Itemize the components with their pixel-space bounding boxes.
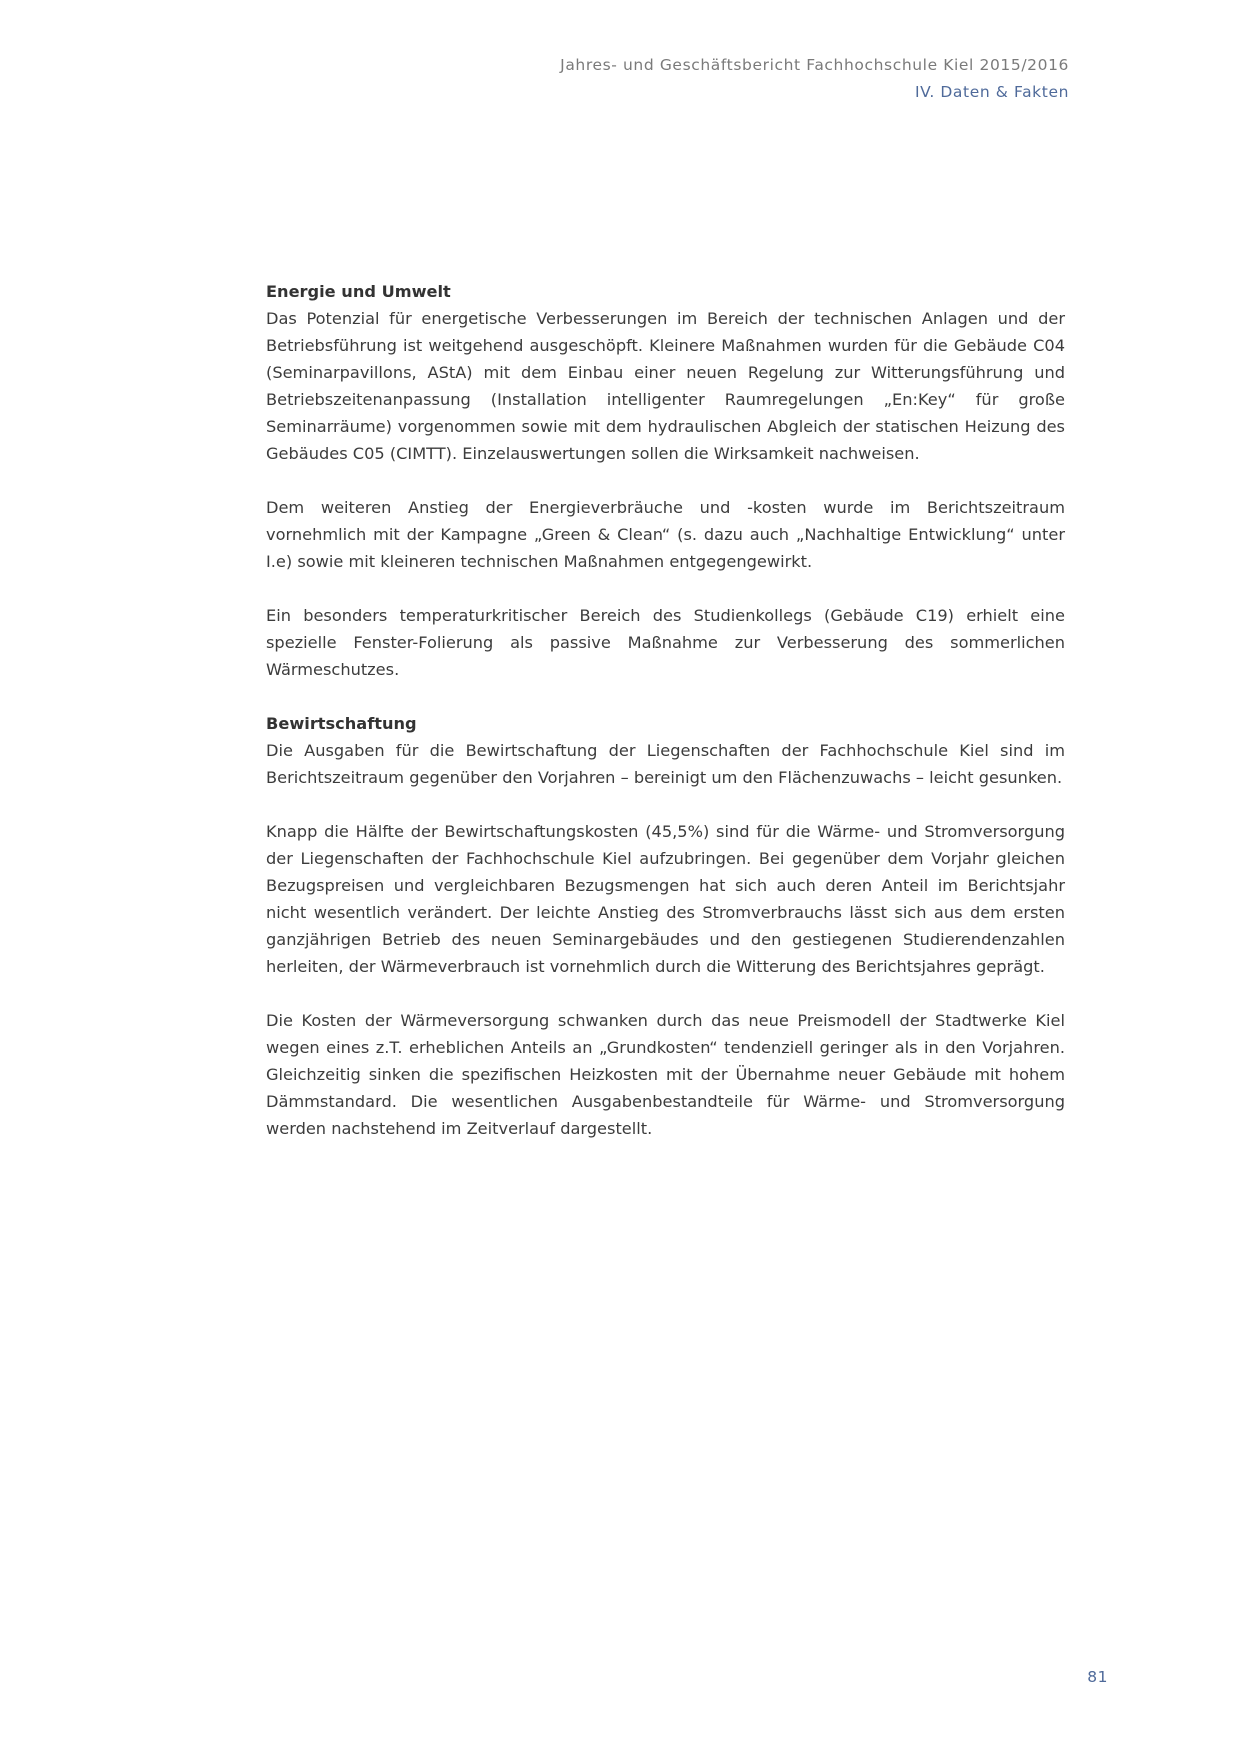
running-header [560, 52, 1069, 106]
section-energie-und-umwelt [266, 278, 1065, 683]
section-heading: Bewirtschaftung [266, 714, 417, 733]
section-bewirtschaftung [266, 710, 1065, 1142]
paragraph: Das Potenzial für energetische Verbesserungen im Bereich der technischen Anlagen und der Betriebsführung ist weitgehend ausgeschöpft. Kleinere Maßnahmen wurden für die Gebäude C04 (Seminarpavillons, AStA) mit dem Einbau einer neuen Regelung zur Witterungsführung und Betriebszeitenanpassung (Installation intelligenter Raumregelungen „En:Key“ für große Seminarräume) vorgenommen sowie mit dem hydraulischen Abgleich der statischen Heizung des Gebäudes C05 (CIMTT). Einzelauswertungen sollen die Wirksamkeit nachweisen. [266, 309, 1065, 463]
section-title: IV. Daten & Fakten [914, 83, 1069, 101]
paragraph: Knapp die Hälfte der Bewirtschaftungskosten (45,5%) sind für die Wärme- und Stromversorgung der Liegenschaften der Fachhochschule Kiel aufzubringen. Bei gegenüber dem Vorjahr gleichen Bezugspreisen und vergleichbaren Bezugsmengen hat sich auch deren Anteil im Berichtsjahr nicht wesentlich verändert. Der leichte Anstieg des Stromverbrauchs lässt sich aus dem ersten ganzjährigen Betrieb des neuen Seminargebäudes und den gestiegenen Studierendenzahlen herleiten, der Wärmeverbrauch ist vornehmlich durch die Witterung des Berichtsjahres geprägt. [266, 822, 1065, 976]
paragraph: Die Ausgaben für die Bewirtschaftung der Liegenschaften der Fachhochschule Kiel sind im Berichtszeitraum gegenüber den Vorjahren – bereinigt um den Flächenzuwachs – leicht gesunken. [266, 741, 1065, 787]
page-number: 81 [1087, 1668, 1108, 1686]
paragraph: Die Kosten der Wärmeversorgung schwanken durch das neue Preismodell der Stadtwerke Kiel wegen eines z.T. erheblichen Anteils an „Grundkosten“ tendenziell geringer als in den Vorjahren. Gleichzeitig sinken die spezifischen Heizkosten mit der Übernahme neuer Gebäude mit hohem Dämmstandard. Die wesentlichen Ausgabenbestandteile für Wärme- und Stromversorgung werden nachstehend im Zeitverlauf dargestellt. [266, 1011, 1065, 1138]
paragraph: Ein besonders temperaturkritischer Bereich des Studienkollegs (Gebäude C19) erhielt eine spezielle Fenster-Folierung als passive Maßnahme zur Verbesserung des sommerlichen Wärmeschutzes. [266, 606, 1065, 679]
section-heading: Energie und Umwelt [266, 282, 451, 301]
body-text [266, 278, 1065, 1169]
paragraph: Dem weiteren Anstieg der Energieverbräuche und -kosten wurde im Berichtszeitraum vornehmlich mit der Kampagne „Green & Clean“ (s. dazu auch „Nachhaltige Entwicklung“ unter I.e) sowie mit kleineren technischen Maßnahmen entgegengewirkt. [266, 498, 1065, 571]
report-title: Jahres- und Geschäftsbericht Fachhochschule Kiel 2015/2016 [560, 56, 1069, 74]
